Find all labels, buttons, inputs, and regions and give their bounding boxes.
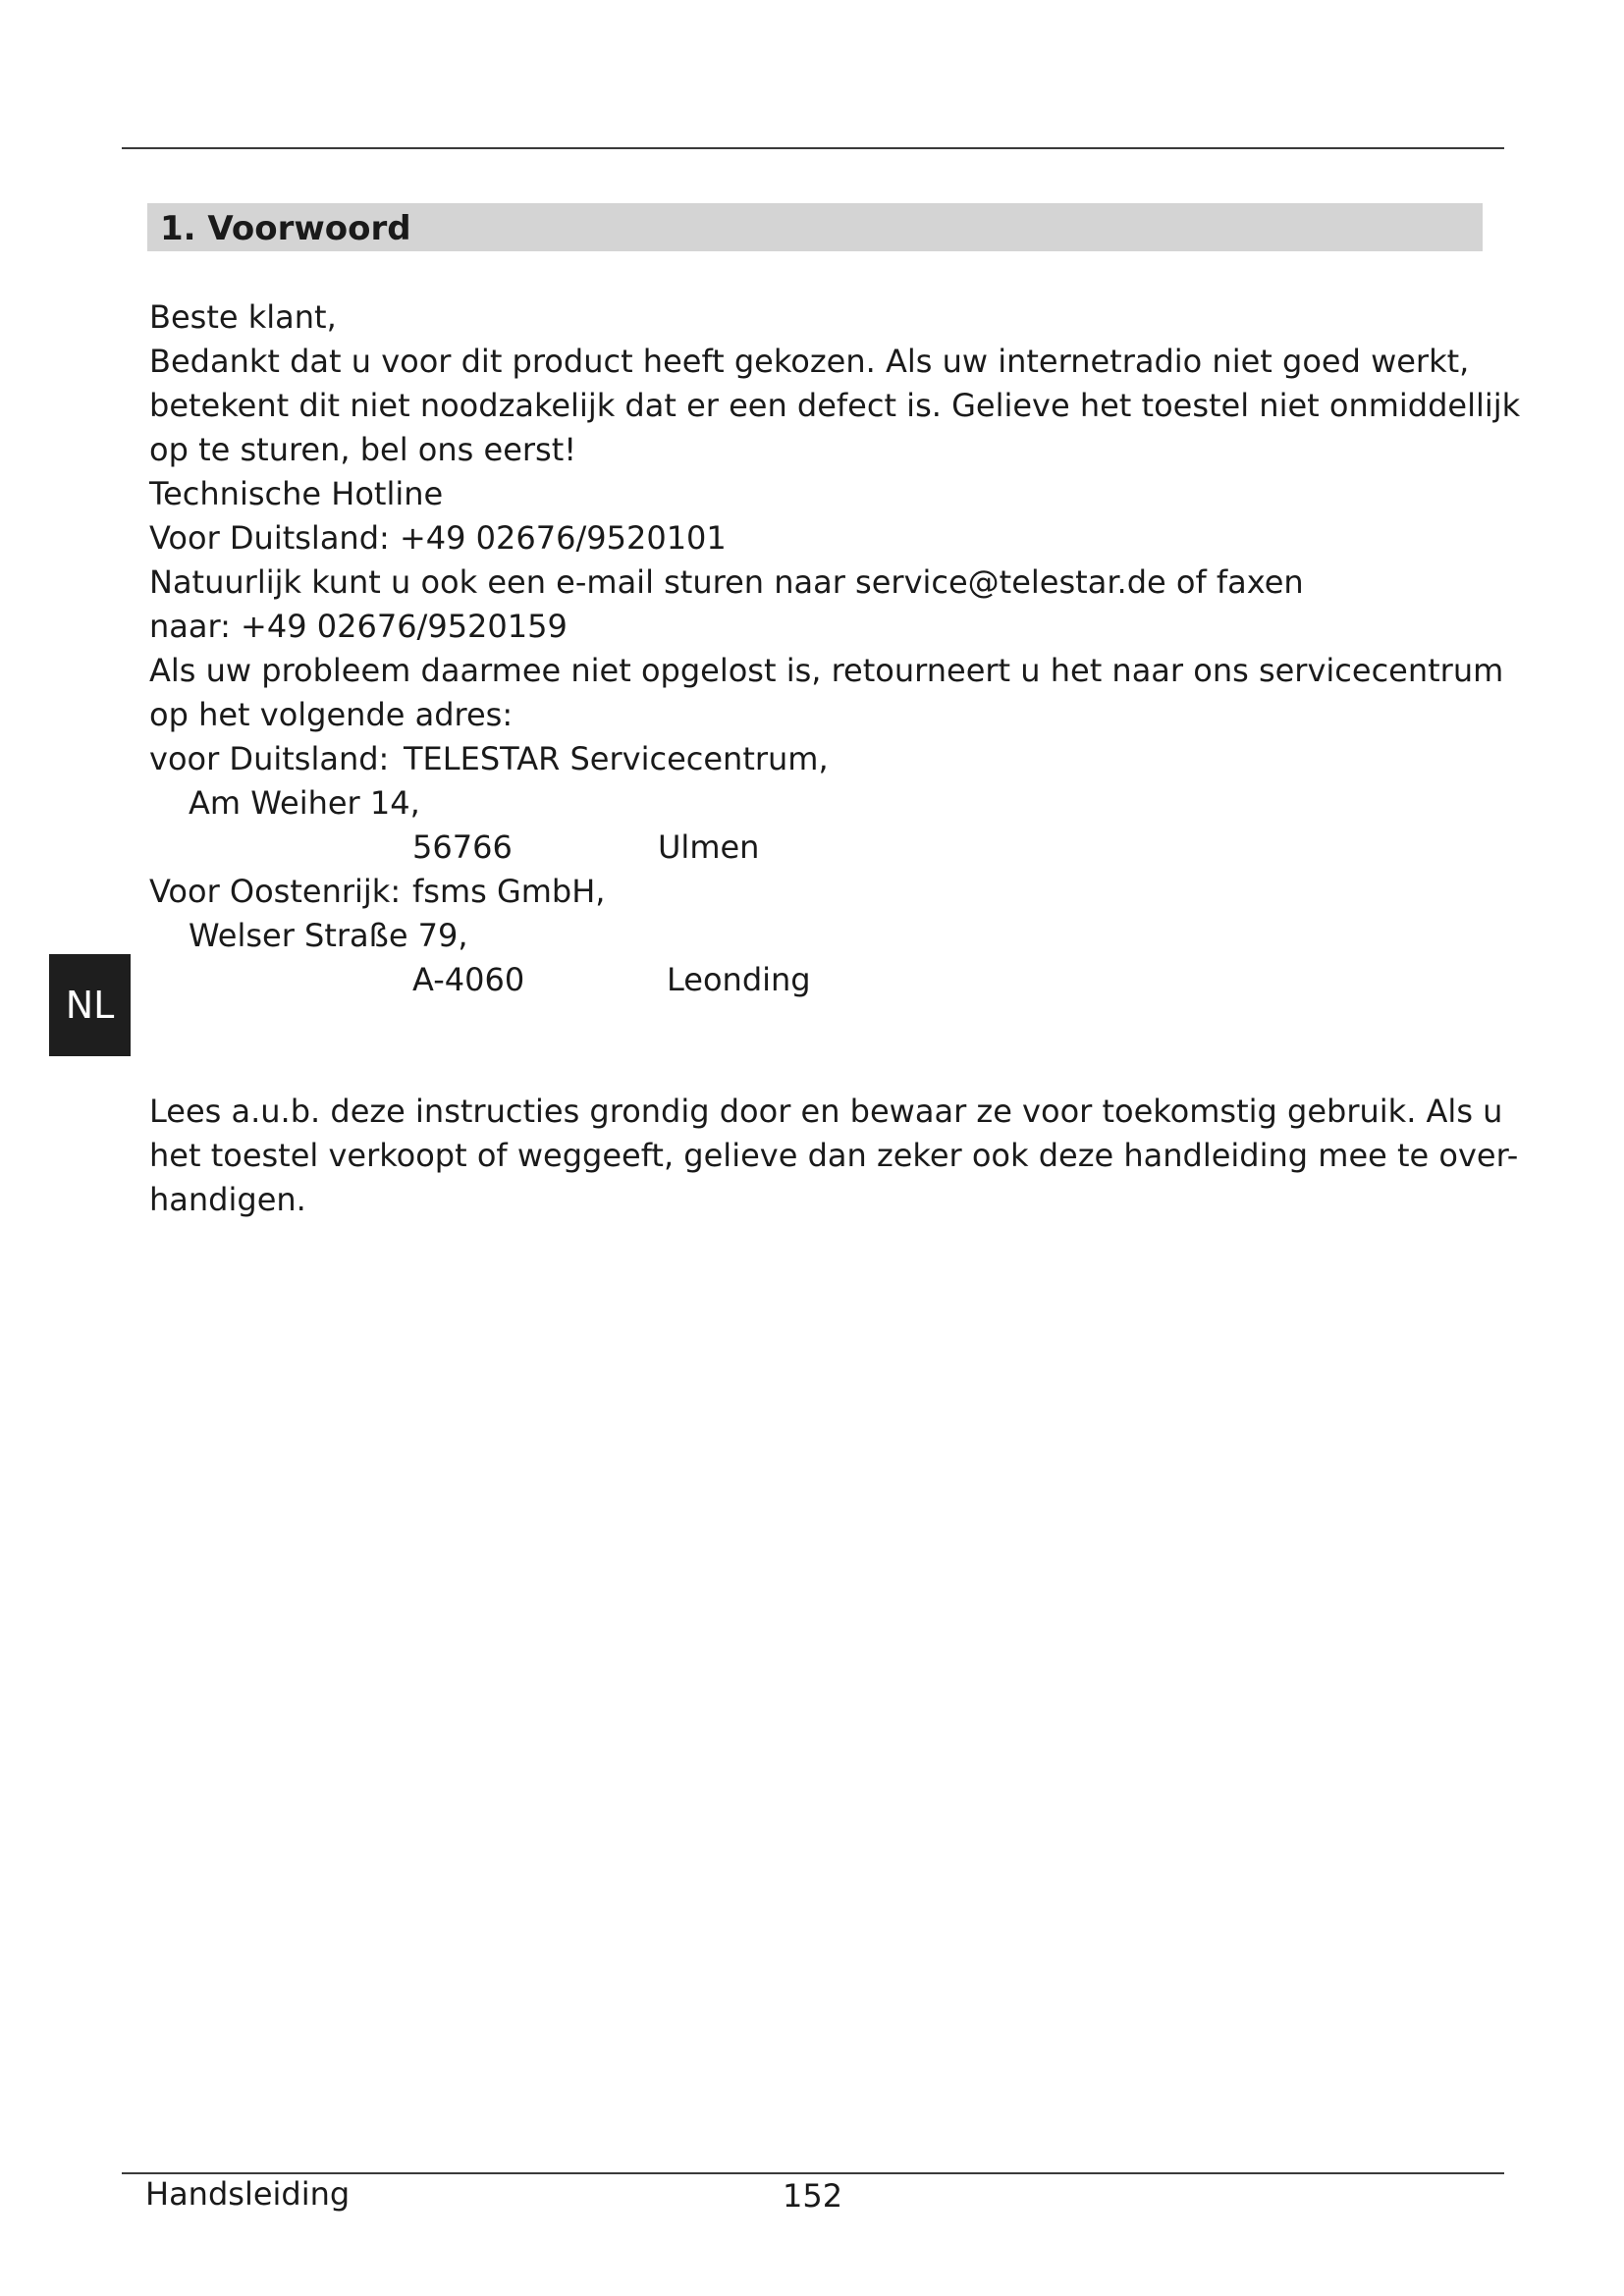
section-title: 1. Voorwoord — [160, 209, 411, 248]
bottom-rule — [122, 2172, 1504, 2174]
address-germany-line1 — [149, 737, 1485, 781]
body-line: op het volgende adres: — [149, 696, 514, 733]
footer-title: Handsleiding — [145, 2175, 351, 2213]
address-austria-line3 — [149, 958, 1485, 1002]
address-germany-street: Am Weiher 14, — [189, 784, 420, 822]
closing-paragraph — [149, 1090, 1519, 1222]
top-rule — [122, 147, 1504, 149]
address-austria-company: fsms GmbH, — [412, 873, 606, 910]
fax-number: naar: +49 02676/9520159 — [149, 608, 568, 645]
section-header — [147, 203, 1483, 251]
address-austria-city: Leonding — [667, 961, 811, 998]
email-fax-line: Natuurlijk kunt u ook een e-mail sturen naar service@telestar.de of faxen — [149, 563, 1304, 601]
body-line: Als uw probleem daarmee niet opgelost is, retourneert u het naar ons servicecentrum — [149, 652, 1504, 689]
body-line: betekent dit niet noodzakelijk dat er een defect is. Gelieve het toestel niet onmiddellijk — [149, 387, 1521, 424]
address-germany-label: voor Duitsland: — [149, 740, 390, 777]
page-number: 152 — [783, 2177, 843, 2215]
address-austria-line2 — [149, 914, 1485, 958]
body-line: Bedankt dat u voor dit product heeft gekozen. Als uw internetradio niet goed werkt, — [149, 343, 1470, 380]
closing-line: Lees a.u.b. deze instructies grondig door en bewaar ze voor toekomstig gebruik. Als u — [149, 1093, 1503, 1130]
body-text — [149, 295, 1521, 1002]
language-tab: NL — [49, 954, 131, 1056]
address-germany-line3 — [149, 826, 1485, 870]
address-germany-city: Ulmen — [658, 828, 760, 866]
address-germany-postcode: 56766 — [412, 828, 513, 866]
address-austria-street: Welser Straße 79, — [189, 917, 468, 954]
body-line: op te sturen, bel ons eerst! — [149, 431, 577, 468]
address-austria-label: Voor Oostenrijk: — [149, 873, 402, 910]
hotline-germany: Voor Duitsland: +49 02676/9520101 — [149, 519, 727, 557]
greeting: Beste klant, — [149, 298, 337, 336]
address-germany-line2 — [149, 781, 1485, 826]
hotline-heading: Technische Hotline — [149, 475, 444, 512]
address-austria-postcode: A-4060 — [412, 961, 525, 998]
address-austria-line1 — [149, 870, 1485, 914]
address-germany-company: TELESTAR Servicecentrum, — [404, 740, 829, 777]
closing-line: het toestel verkoopt of weggeeft, gelieve dan zeker ook deze handleiding mee te over- — [149, 1137, 1519, 1174]
closing-line: handigen. — [149, 1181, 306, 1218]
